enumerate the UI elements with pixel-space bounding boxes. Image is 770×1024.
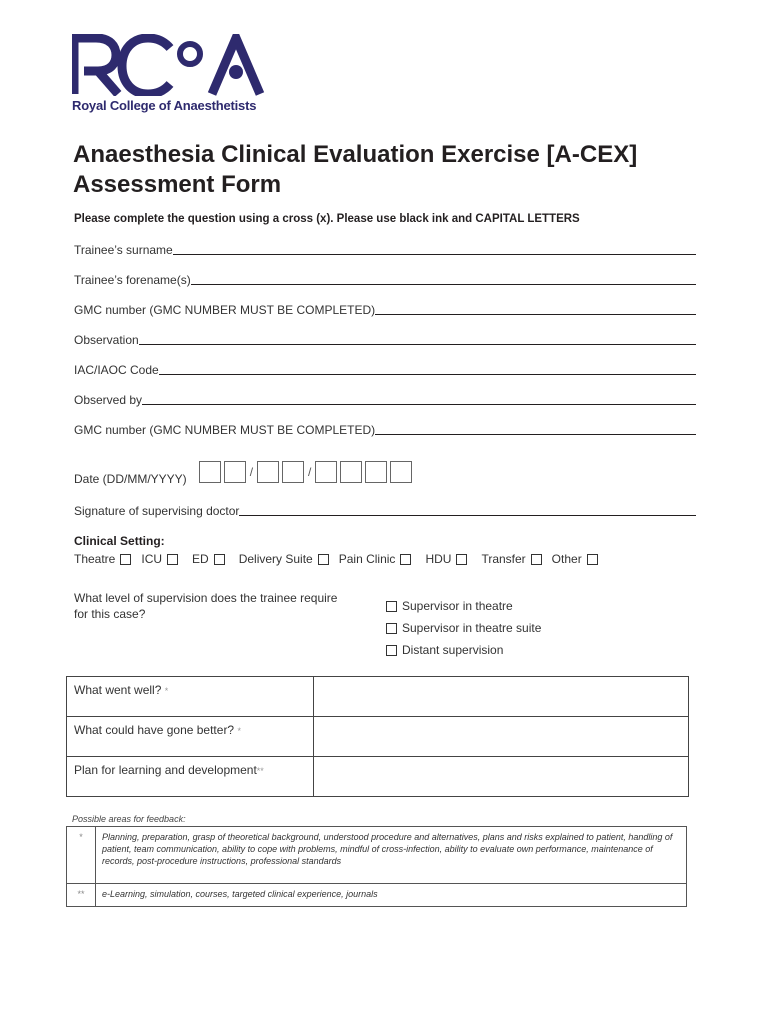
supervision-option-theatre-suite[interactable]: [386, 617, 541, 639]
footnote-star: *: [237, 726, 241, 736]
setting-option-icu[interactable]: [141, 552, 178, 566]
checkbox[interactable]: [386, 601, 397, 612]
field-label: Observation: [74, 333, 139, 347]
checkbox[interactable]: [318, 554, 329, 565]
option-label: ICU: [141, 552, 163, 566]
option-label: ED: [192, 552, 209, 566]
feedback-answer-cell[interactable]: [314, 717, 689, 757]
footnote-star: *: [164, 686, 169, 696]
checkbox[interactable]: [400, 554, 411, 565]
option-label: Transfer: [481, 552, 526, 566]
checkbox[interactable]: [531, 554, 542, 565]
checkbox[interactable]: [587, 554, 598, 565]
field-label: Signature of supervising doctor: [74, 504, 240, 518]
setting-option-other[interactable]: [552, 552, 598, 566]
feedback-answer-cell[interactable]: [314, 677, 689, 717]
option-label: Pain Clinic: [338, 552, 396, 566]
feedback-question: [67, 677, 314, 717]
trainee-surname-field[interactable]: [74, 241, 696, 257]
field-line[interactable]: [375, 313, 696, 315]
date-year-box-1[interactable]: [315, 461, 337, 483]
option-label: Theatre: [74, 552, 116, 566]
question-text: What could have gone better?: [74, 723, 235, 737]
field-label: Trainee’s forename(s): [74, 273, 191, 287]
option-label: Supervisor in theatre: [402, 599, 513, 613]
footnote-mark: **: [67, 884, 96, 907]
field-label: GMC number (GMC NUMBER MUST BE COMPLETED): [74, 303, 376, 317]
rcoa-logo-mark: [72, 34, 267, 96]
setting-option-delivery-suite[interactable]: [239, 552, 329, 566]
field-line[interactable]: [239, 514, 696, 516]
supervision-question: What level of supervision does the trainee require for this case?: [74, 591, 338, 621]
form-title-line2: Assessment Form: [73, 171, 282, 198]
footnote-text: e-Learning, simulation, courses, targeted clinical experience, journals: [96, 884, 687, 907]
date-year-box-2[interactable]: [340, 461, 362, 483]
checkbox[interactable]: [386, 645, 397, 656]
feedback-question: [67, 717, 314, 757]
form-title-line1: Anaesthesia Clinical Evaluation Exercise [A-CEX]: [73, 141, 638, 168]
setting-option-transfer[interactable]: [481, 552, 541, 566]
field-line[interactable]: [142, 403, 696, 405]
checkbox[interactable]: [214, 554, 225, 565]
clinical-setting-heading: Clinical Setting:: [74, 534, 165, 548]
observer-gmc-number-field[interactable]: [74, 421, 696, 437]
table-row: [67, 677, 689, 717]
trainee-forename-field[interactable]: [74, 271, 696, 287]
field-label: Trainee’s surname: [74, 243, 173, 257]
supervision-options: [386, 595, 541, 661]
date-day-box-2[interactable]: [224, 461, 246, 483]
field-label: GMC number (GMC NUMBER MUST BE COMPLETED): [74, 423, 376, 437]
question-text: Plan for learning and development: [74, 763, 257, 777]
date-label: Date (DD/MM/YYYY): [74, 472, 187, 486]
feedback-table: [66, 676, 689, 797]
field-line[interactable]: [173, 253, 696, 255]
trainee-gmc-number-field[interactable]: [74, 301, 696, 317]
logo-subtitle: Royal College of Anaesthetists: [72, 98, 257, 113]
table-row: [67, 827, 687, 884]
clinical-setting-options: [74, 552, 598, 566]
option-label: Supervisor in theatre suite: [402, 621, 542, 635]
field-label: Observed by: [74, 393, 143, 407]
feedback-answer-cell[interactable]: [314, 757, 689, 797]
checkbox[interactable]: [167, 554, 178, 565]
field-line[interactable]: [375, 433, 696, 435]
setting-option-pain-clinic[interactable]: [339, 552, 412, 566]
option-label: Delivery Suite: [238, 552, 313, 566]
table-row: [67, 884, 687, 907]
field-line[interactable]: [191, 283, 696, 285]
rcoa-logo: [72, 34, 267, 124]
footnote-mark: *: [67, 827, 96, 884]
feedback-question: [67, 757, 314, 797]
supervision-option-theatre[interactable]: [386, 595, 541, 617]
setting-option-ed[interactable]: [192, 552, 225, 566]
option-label: Distant supervision: [402, 643, 504, 657]
date-separator: /: [249, 465, 254, 479]
date-month-box-2[interactable]: [282, 461, 304, 483]
setting-option-hdu[interactable]: [425, 552, 467, 566]
option-label: Other: [551, 552, 582, 566]
option-label: HDU: [425, 552, 452, 566]
field-label: IAC/IAOC Code: [74, 363, 159, 377]
footnote-star: **: [256, 766, 264, 776]
form-title: [73, 140, 637, 200]
possible-areas-heading: Possible areas for feedback:: [72, 814, 186, 824]
field-line[interactable]: [139, 343, 696, 345]
field-line[interactable]: [159, 373, 696, 375]
date-field: [74, 458, 415, 486]
table-row: [67, 757, 689, 797]
observed-by-field[interactable]: [74, 391, 696, 407]
date-day-box-1[interactable]: [199, 461, 221, 483]
checkbox[interactable]: [386, 623, 397, 634]
supervision-option-distant[interactable]: [386, 639, 541, 661]
date-separator: /: [308, 465, 312, 479]
date-year-box-4[interactable]: [390, 461, 412, 483]
date-month-box-1[interactable]: [257, 461, 279, 483]
instruction-text: Please complete the question using a cross (x). Please use black ink and CAPITAL LETTERS: [74, 213, 580, 225]
checkbox[interactable]: [120, 554, 131, 565]
possible-areas-table: [66, 826, 687, 907]
question-text: What went well?: [74, 683, 162, 697]
date-year-box-3[interactable]: [365, 461, 387, 483]
observation-field[interactable]: [74, 331, 696, 347]
footnote-text: Planning, preparation, grasp of theoretical background, understood procedure and alternatives, plans and risks explained to patient, handling of patient, team communication, ability to cope with problems, mindful of cross-infection, ability to evaluate own performance, maintenance of records, post-procedure instructions, professional standards: [96, 827, 687, 884]
signature-field[interactable]: [74, 502, 696, 518]
iac-iaoc-code-field[interactable]: [74, 361, 696, 377]
checkbox[interactable]: [456, 554, 467, 565]
setting-option-theatre[interactable]: [74, 552, 131, 566]
table-row: [67, 717, 689, 757]
